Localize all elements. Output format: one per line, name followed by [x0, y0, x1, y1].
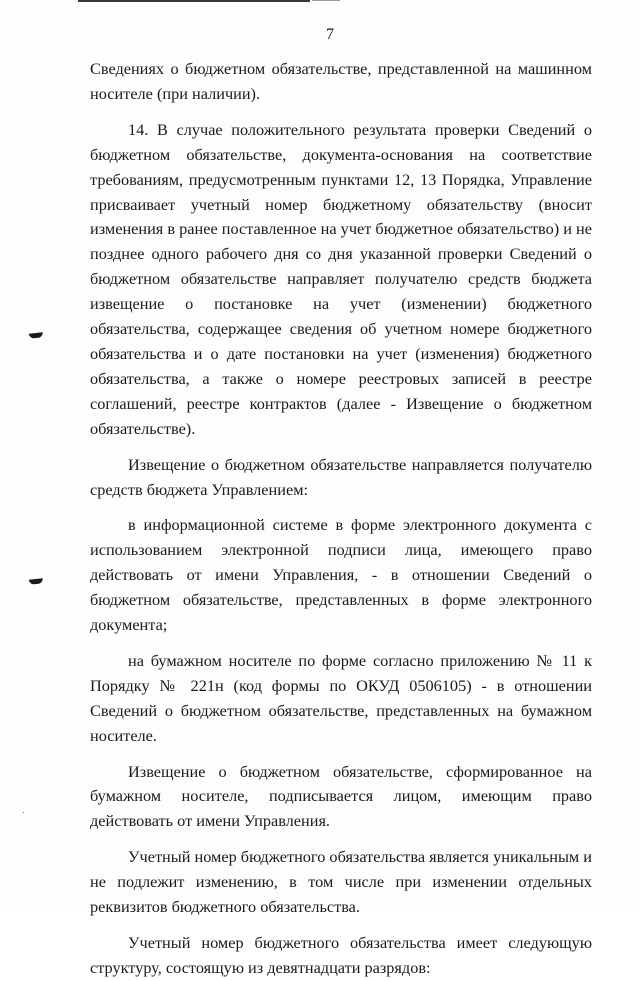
punch-hole-mark: [29, 578, 43, 584]
paragraph-paper-signed: Извещение о бюджетном обязательстве, сформированное на бумажном носителе, подписывается лицом, имеющим право действовать от имени Управления.: [90, 761, 592, 831]
paragraph-notice-sent: Извещение о бюджетном обязательстве направляется получателю средств бюджета Управлением:: [90, 454, 592, 499]
paragraph-item-14: 14. В случае положительного результата проверки Сведений о бюджетном обязательстве, документа-основания на соответствие требованиям, предусмотренным пунктами 12, 13 Порядка, Управление присваивает учетный номер бюджетному обязательству (вносит изменения в ранее поставленное на учет бюджетное обязательство) и не позднее одного рабочего дня со дня указанной проверки Сведений о бюджетном обязательстве направляет получателю средств бюджета извещение о постановке на учет (изменении) бюджетного обязательства, содержащее сведения об учетном номере бюджетного обязательства и о дате постановки на учет (изменения) бюджетного обязательства, а также о номере реестровых записей в реестре соглашений, реестре контрактов (далее - Извещение о бюджетном обязательстве).: [90, 119, 592, 438]
top-rule: [78, 0, 310, 2]
punch-hole-mark: [29, 332, 43, 338]
paragraph-paper-form: на бумажном носителе по форме согласно приложению № 11 к Порядку № 221н (код формы по ОКУД 0506105) - в отношении Сведений о бюджетном обязательстве, представленных на бумажном носителе.: [90, 650, 592, 745]
body-text: [90, 57, 592, 981]
top-rule-tail: [312, 0, 340, 1]
margin-speck: [23, 812, 24, 813]
paragraph-number-unique: Учетный номер бюджетного обязательства является уникальным и не подлежит изменению, в том числе при изменении отдельных реквизитов бюджетного обязательства.: [90, 847, 592, 917]
paragraph-number-structure: Учетный номер бюджетного обязательства имеет следующую структуру, состоящую из девятнадцати разрядов:: [90, 933, 592, 977]
paragraph-continuation: Сведениях о бюджетном обязательстве, представленной на машинном носителе (при наличии).: [90, 59, 592, 103]
paragraph-electronic-form: в информационной системе в форме электронного документа с использованием электронной подписи лица, имеющего право действовать от имени Управления, - в отношении Сведений о бюджетном обязательстве, представленных в форме электронного документа;: [90, 515, 592, 635]
page-number: 7: [326, 26, 334, 43]
